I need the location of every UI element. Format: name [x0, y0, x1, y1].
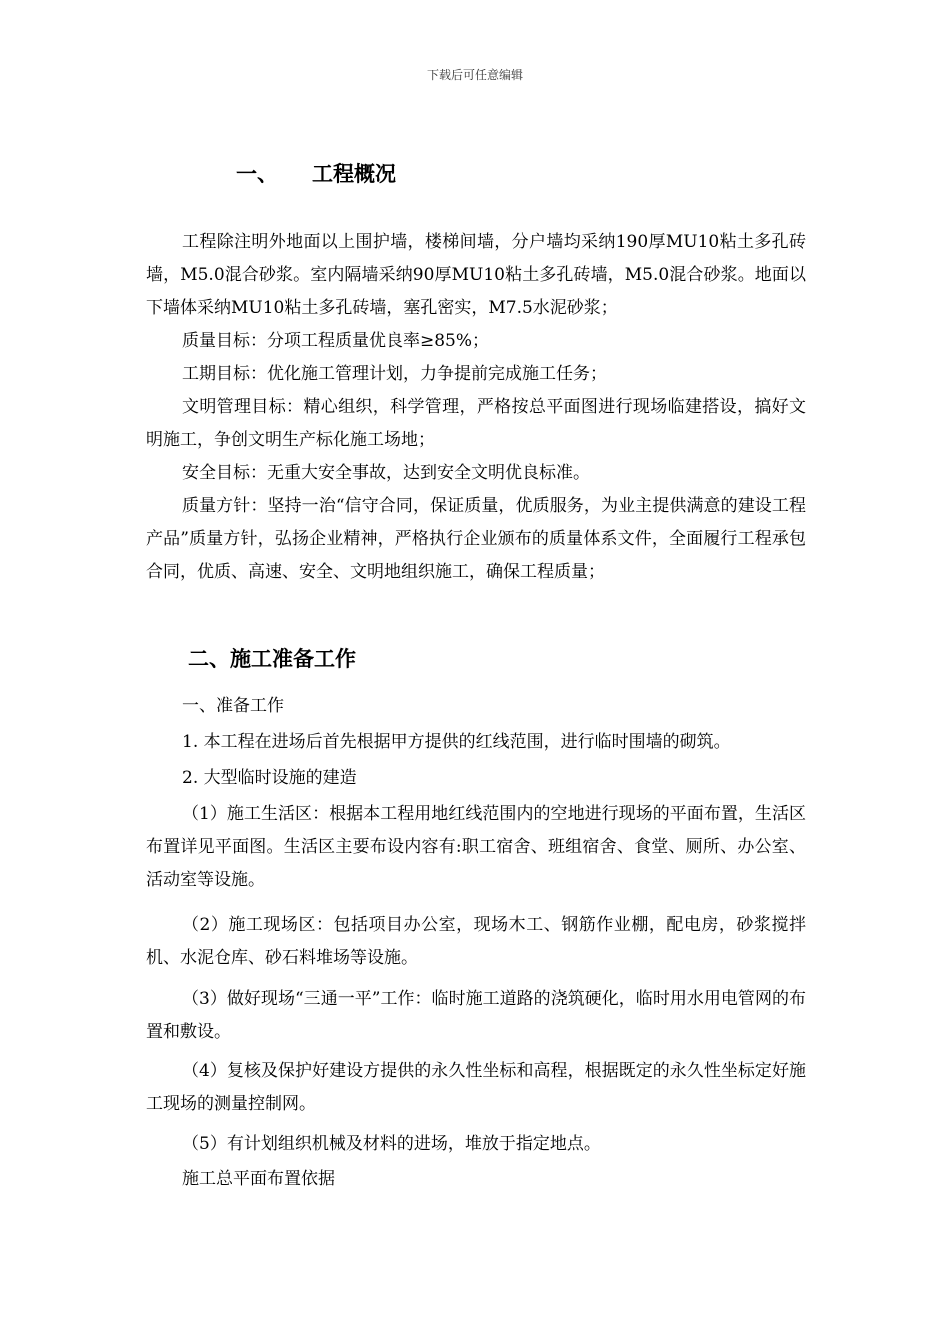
section-2-heading: 二、施工准备工作: [188, 646, 356, 671]
section-1-heading: [236, 158, 396, 188]
list-item-1: 1. 本工程在进场后首先根据甲方提供的红线范围，进行临时围墙的砌筑。: [182, 732, 731, 752]
preparation-subheading: 一、准备工作: [182, 696, 284, 716]
section-1-number: 一、: [236, 161, 278, 186]
schedule-target-paragraph: 工期目标：优化施工管理计划，力争提前完成施工任务；: [182, 364, 607, 384]
three-links-one-level-paragraph: （3）做好现场“三通一平”工作：临时施工道路的浇筑硬化，临时用水用电管网的布置和敷设。: [146, 989, 806, 1042]
living-area-paragraph: （1）施工生活区：根据本工程用地红线范围内的空地进行现场的平面布置，生活区布置详见平面图。生活区主要布设内容有:职工宿舍、班组宿舍、食堂、厕所、办公室、活动室等设施。: [146, 804, 806, 890]
civilized-management-paragraph: 文明管理目标：精心组织，科学管理，严格按总平面图进行现场临建搭设，搞好文明施工，争创文明生产标化施工场地；: [146, 397, 806, 450]
equipment-entry-paragraph: （5）有计划组织机械及材料的进场，堆放于指定地点。: [182, 1134, 601, 1154]
project-overview-paragraph: 工程除注明外地面以上围护墙，楼梯间墙，分户墙均采纳190厚MU10粘土多孔砖墙，M5.0混合砂浆。室内隔墙采纳90厚MU10粘土多孔砖墙，M5.0混合砂浆。地面以下墙体采纳MU10粘土多孔砖墙，塞孔密实，M7.5水泥砂浆；: [146, 232, 806, 318]
quality-policy-paragraph: 质量方针：坚持一治“信守合同，保证质量，优质服务，为业主提供满意的建设工程产品”质量方针，弘扬企业精神，严格执行企业颁布的质量体系文件，全面履行工程承包合同，优质、高速、安全、文明地组织施工，确保工程质量；: [146, 496, 806, 582]
section-1-title: 工程概况: [312, 161, 396, 186]
safety-target-paragraph: 安全目标：无重大安全事故，达到安全文明优良标准。: [182, 463, 590, 483]
survey-control-paragraph: （4）复核及保护好建设方提供的永久性坐标和高程，根据既定的永久性坐标定好施工现场的测量控制网。: [146, 1061, 806, 1114]
quality-target-paragraph: 质量目标：分项工程质量优良率≥85%；: [182, 331, 490, 351]
page-header-watermark: 下载后可任意编辑: [426, 68, 523, 82]
list-item-2: 2. 大型临时设施的建造: [182, 768, 357, 788]
site-area-paragraph: （2）施工现场区：包括项目办公室，现场木工、钢筋作业棚，配电房，砂浆搅拌机、水泥仓库、砂石料堆场等设施。: [146, 915, 806, 968]
site-layout-basis-line: 施工总平面布置依据: [182, 1169, 335, 1189]
